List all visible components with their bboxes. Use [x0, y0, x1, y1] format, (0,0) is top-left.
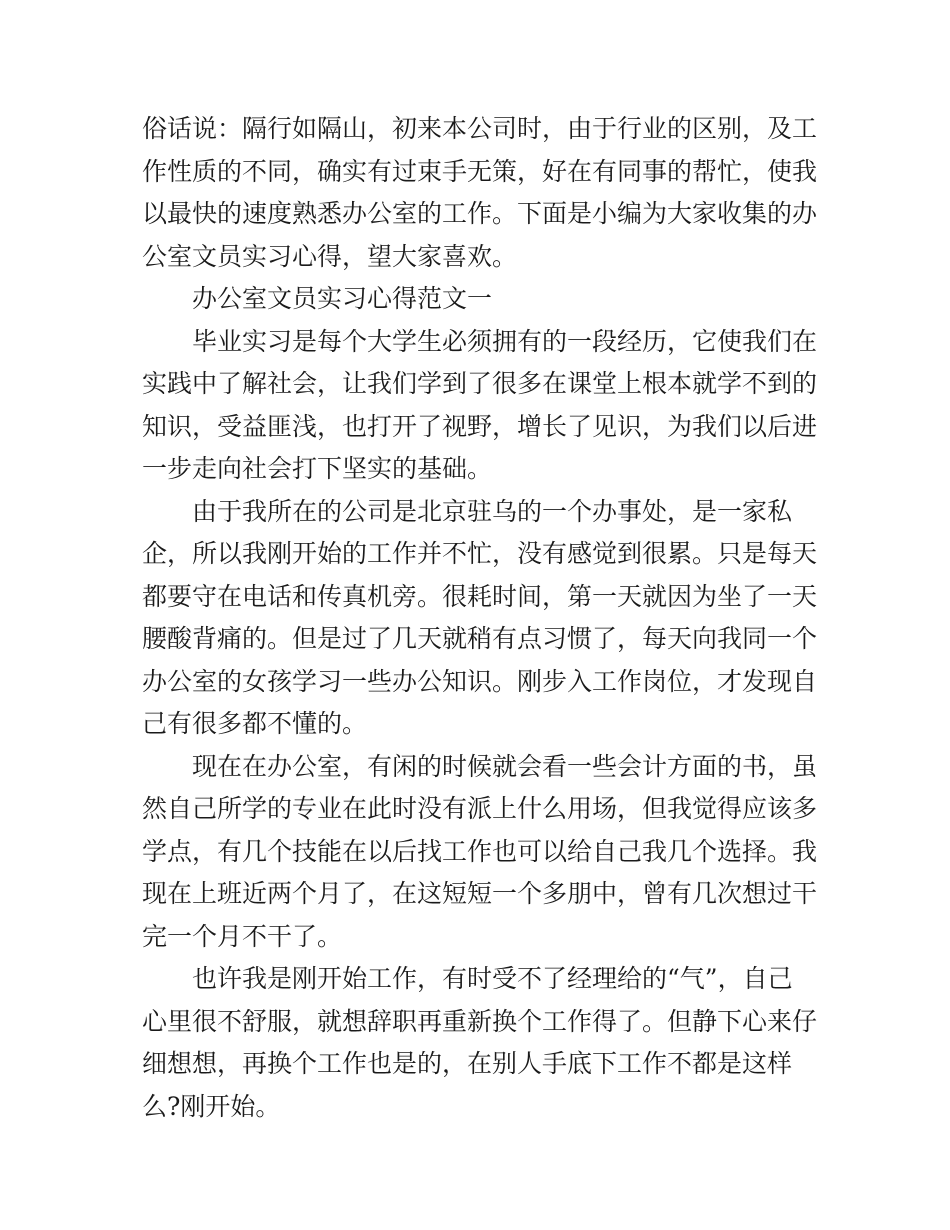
text-line: 也许我是刚开始工作，有时受不了经理给的“气”，自己 — [192, 964, 793, 993]
text-line: 公室文员实习心得，望大家喜欢。 — [142, 241, 518, 271]
text-line: 知识，受益匪浅，也打开了视野，增长了见识，为我们以后进 — [142, 411, 818, 441]
text-line: 现在在办公室，有闲的时候就会看一些会计方面的书，虽 — [192, 751, 818, 781]
text-line: 么?刚开始。 — [142, 1091, 281, 1121]
text-line: 俗话说：隔行如隔山，初来本公司时，由于行业的区别，及工 — [142, 114, 818, 143]
heading-line: 办公室文员实习心得范文一 — [192, 284, 493, 313]
text-line: 作性质的不同，确实有过束手无策，好在有同事的帮忙，使我 — [142, 156, 818, 186]
body-paragraph-4 — [142, 958, 818, 1128]
text-line: 学点，有几个技能在以后找工作也可以给自己我几个选择。我 — [142, 836, 818, 866]
text-line: 完一个月不干了。 — [142, 921, 343, 951]
text-line: 己有很多都不懂的。 — [142, 709, 368, 738]
text-line: 然自己所学的专业在此时没有派上什么用场，但我觉得应该多 — [142, 794, 818, 823]
section-heading — [142, 278, 812, 321]
body-paragraph-3 — [142, 746, 818, 959]
text-line: 现在上班近两个月了，在这短短一个多朋中，曾有几次想过干 — [142, 879, 818, 908]
document-page — [142, 108, 818, 1128]
text-line: 以最快的速度熟悉办公室的工作。下面是小编为大家收集的办 — [142, 199, 818, 228]
text-line: 企，所以我刚开始的工作并不忙，没有感觉到很累。只是每天 — [142, 539, 818, 568]
text-line: 由于我所在的公司是北京驻乌的一个办事处，是一家私 — [192, 496, 793, 526]
text-line: 腰酸背痛的。但是过了几天就稍有点习惯了，每天向我同一个 — [142, 624, 818, 653]
text-line: 心里很不舒服，就想辞职再重新换个工作得了。但静下心来仔 — [142, 1006, 818, 1036]
text-line: 实践中了解社会，让我们学到了很多在课堂上根本就学不到的 — [142, 369, 818, 398]
text-line: 都要守在电话和传真机旁。很耗时间，第一天就因为坐了一天 — [142, 581, 818, 611]
text-line: 细想想，再换个工作也是的，在别人手底下工作不都是这样 — [142, 1049, 793, 1078]
intro-paragraph — [142, 108, 818, 278]
text-line: 办公室的女孩学习一些办公知识。刚步入工作岗位，才发现自 — [142, 666, 818, 696]
text-line: 毕业实习是每个大学生必须拥有的一段经历，它使我们在 — [192, 326, 818, 356]
text-line: 一步走向社会打下坚实的基础。 — [142, 454, 493, 483]
body-paragraph-2 — [142, 491, 818, 746]
body-paragraph-1 — [142, 321, 818, 491]
